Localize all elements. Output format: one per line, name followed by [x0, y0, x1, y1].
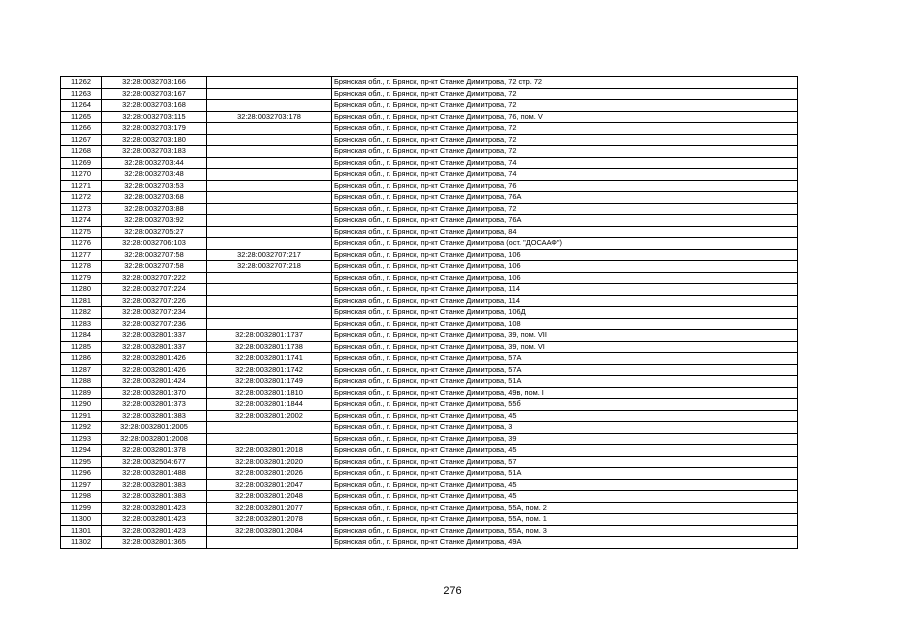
object-cadastral-number-cell: 32:28:0032801:2084: [207, 525, 332, 537]
row-number-cell: 11302: [61, 537, 102, 549]
row-number-cell: 11300: [61, 514, 102, 526]
object-cadastral-number-cell: 32:28:0032707:217: [207, 249, 332, 261]
address-cell: Брянская обл., г. Брянск, пр-кт Станке Димитрова, 45: [332, 410, 798, 422]
object-cadastral-number-cell: [207, 123, 332, 135]
table-row: [61, 456, 798, 468]
row-number-cell: 11264: [61, 100, 102, 112]
row-number-cell: 11281: [61, 295, 102, 307]
row-number-cell: 11272: [61, 192, 102, 204]
object-cadastral-number-cell: [207, 77, 332, 89]
table-row: [61, 295, 798, 307]
page-number: 276: [443, 585, 462, 597]
cadastral-number-cell: 32:28:0032801:373: [102, 399, 207, 411]
address-cell: Брянская обл., г. Брянск, пр-кт Станке Димитрова, 106Д: [332, 307, 798, 319]
object-cadastral-number-cell: 32:28:0032801:2018: [207, 445, 332, 457]
object-cadastral-number-cell: 32:28:0032801:2002: [207, 410, 332, 422]
address-cell: Брянская обл., г. Брянск, пр-кт Станке Димитрова, 39, пом. VI: [332, 341, 798, 353]
row-number-cell: 11287: [61, 364, 102, 376]
cadastral-number-cell: 32:28:0032703:183: [102, 146, 207, 158]
address-cell: Брянская обл., г. Брянск, пр-кт Станке Димитрова, 76: [332, 180, 798, 192]
table-row: [61, 203, 798, 215]
object-cadastral-number-cell: [207, 203, 332, 215]
cadastral-number-cell: 32:28:0032706:103: [102, 238, 207, 250]
address-cell: Брянская обл., г. Брянск, пр-кт Станке Димитрова, 45: [332, 479, 798, 491]
table-row: [61, 353, 798, 365]
cadastral-number-cell: 32:28:0032801:423: [102, 502, 207, 514]
address-cell: Брянская обл., г. Брянск, пр-кт Станке Димитрова, 84: [332, 226, 798, 238]
cadastral-number-cell: 32:28:0032707:224: [102, 284, 207, 296]
address-cell: Брянская обл., г. Брянск, пр-кт Станке Димитрова, 55б: [332, 399, 798, 411]
registry-table-body: [61, 77, 798, 549]
address-cell: Брянская обл., г. Брянск, пр-кт Станке Димитрова, 72: [332, 134, 798, 146]
object-cadastral-number-cell: 32:28:0032801:1737: [207, 330, 332, 342]
table-row: [61, 502, 798, 514]
cadastral-number-cell: 32:28:0032703:166: [102, 77, 207, 89]
object-cadastral-number-cell: [207, 169, 332, 181]
table-row: [61, 261, 798, 273]
address-cell: Брянская обл., г. Брянск, пр-кт Станке Димитрова, 74: [332, 169, 798, 181]
cadastral-number-cell: 32:28:0032703:92: [102, 215, 207, 227]
object-cadastral-number-cell: 32:28:0032801:1810: [207, 387, 332, 399]
address-cell: Брянская обл., г. Брянск, пр-кт Станке Димитрова, 49в, пом. I: [332, 387, 798, 399]
cadastral-number-cell: 32:28:0032801:426: [102, 353, 207, 365]
address-cell: Брянская обл., г. Брянск, пр-кт Станке Димитрова (ост. "ДОСААФ"): [332, 238, 798, 250]
cadastral-number-cell: 32:28:0032707:226: [102, 295, 207, 307]
address-cell: Брянская обл., г. Брянск, пр-кт Станке Димитрова, 74: [332, 157, 798, 169]
address-cell: Брянская обл., г. Брянск, пр-кт Станке Димитрова, 55А, пом. 1: [332, 514, 798, 526]
address-cell: Брянская обл., г. Брянск, пр-кт Станке Димитрова, 106: [332, 261, 798, 273]
object-cadastral-number-cell: [207, 284, 332, 296]
row-number-cell: 11294: [61, 445, 102, 457]
cadastral-number-cell: 32:28:0032703:68: [102, 192, 207, 204]
row-number-cell: 11269: [61, 157, 102, 169]
object-cadastral-number-cell: 32:28:0032707:218: [207, 261, 332, 273]
table-row: [61, 77, 798, 89]
cadastral-number-cell: 32:28:0032801:424: [102, 376, 207, 388]
cadastral-number-cell: 32:28:0032801:423: [102, 525, 207, 537]
address-cell: Брянская обл., г. Брянск, пр-кт Станке Димитрова, 106: [332, 249, 798, 261]
cadastral-number-cell: 32:28:0032801:426: [102, 364, 207, 376]
address-cell: Брянская обл., г. Брянск, пр-кт Станке Димитрова, 39: [332, 433, 798, 445]
cadastral-number-cell: 32:28:0032801:378: [102, 445, 207, 457]
cadastral-number-cell: 32:28:0032801:383: [102, 479, 207, 491]
address-cell: Брянская обл., г. Брянск, пр-кт Станке Димитрова, 72: [332, 146, 798, 158]
table-row: [61, 537, 798, 549]
table-row: [61, 410, 798, 422]
cadastral-number-cell: 32:28:0032801:383: [102, 410, 207, 422]
table-row: [61, 422, 798, 434]
cadastral-number-cell: 32:28:0032707:58: [102, 261, 207, 273]
cadastral-number-cell: 32:28:0032703:168: [102, 100, 207, 112]
row-number-cell: 11267: [61, 134, 102, 146]
object-cadastral-number-cell: [207, 295, 332, 307]
table-row: [61, 111, 798, 123]
cadastral-number-cell: 32:28:0032801:2008: [102, 433, 207, 445]
address-cell: Брянская обл., г. Брянск, пр-кт Станке Димитрова, 72: [332, 123, 798, 135]
table-row: [61, 215, 798, 227]
object-cadastral-number-cell: [207, 226, 332, 238]
object-cadastral-number-cell: 32:28:0032801:2020: [207, 456, 332, 468]
row-number-cell: 11298: [61, 491, 102, 503]
cadastral-number-cell: 32:28:0032703:44: [102, 157, 207, 169]
cadastral-number-cell: 32:28:0032801:365: [102, 537, 207, 549]
table-row: [61, 180, 798, 192]
row-number-cell: 11293: [61, 433, 102, 445]
object-cadastral-number-cell: 32:28:0032801:2047: [207, 479, 332, 491]
cadastral-number-cell: 32:28:0032703:167: [102, 88, 207, 100]
row-number-cell: 11286: [61, 353, 102, 365]
table-row: [61, 169, 798, 181]
row-number-cell: 11276: [61, 238, 102, 250]
row-number-cell: 11279: [61, 272, 102, 284]
address-cell: Брянская обл., г. Брянск, пр-кт Станке Димитрова, 72 стр. 72: [332, 77, 798, 89]
table-row: [61, 226, 798, 238]
object-cadastral-number-cell: [207, 318, 332, 330]
table-row: [61, 157, 798, 169]
object-cadastral-number-cell: [207, 157, 332, 169]
table-row: [61, 146, 798, 158]
row-number-cell: 11296: [61, 468, 102, 480]
object-cadastral-number-cell: 32:28:0032801:1844: [207, 399, 332, 411]
registry-table: [60, 76, 798, 549]
table-row: [61, 468, 798, 480]
address-cell: Брянская обл., г. Брянск, пр-кт Станке Димитрова, 76А: [332, 192, 798, 204]
cadastral-number-cell: 32:28:0032703:48: [102, 169, 207, 181]
address-cell: Брянская обл., г. Брянск, пр-кт Станке Димитрова, 39, пом. VII: [332, 330, 798, 342]
cadastral-number-cell: 32:28:0032703:180: [102, 134, 207, 146]
object-cadastral-number-cell: 32:28:0032703:178: [207, 111, 332, 123]
object-cadastral-number-cell: 32:28:0032801:1749: [207, 376, 332, 388]
address-cell: Брянская обл., г. Брянск, пр-кт Станке Димитрова, 108: [332, 318, 798, 330]
object-cadastral-number-cell: [207, 433, 332, 445]
row-number-cell: 11299: [61, 502, 102, 514]
row-number-cell: 11297: [61, 479, 102, 491]
object-cadastral-number-cell: [207, 272, 332, 284]
address-cell: Брянская обл., г. Брянск, пр-кт Станке Димитрова, 3: [332, 422, 798, 434]
row-number-cell: 11274: [61, 215, 102, 227]
object-cadastral-number-cell: 32:28:0032801:2026: [207, 468, 332, 480]
cadastral-number-cell: 32:28:0032801:423: [102, 514, 207, 526]
object-cadastral-number-cell: 32:28:0032801:1741: [207, 353, 332, 365]
row-number-cell: 11278: [61, 261, 102, 273]
address-cell: Брянская обл., г. Брянск, пр-кт Станке Димитрова, 49А: [332, 537, 798, 549]
row-number-cell: 11266: [61, 123, 102, 135]
address-cell: Брянская обл., г. Брянск, пр-кт Станке Димитрова, 76А: [332, 215, 798, 227]
address-cell: Брянская обл., г. Брянск, пр-кт Станке Димитрова, 72: [332, 88, 798, 100]
table-row: [61, 514, 798, 526]
address-cell: Брянская обл., г. Брянск, пр-кт Станке Димитрова, 72: [332, 100, 798, 112]
table-row: [61, 364, 798, 376]
object-cadastral-number-cell: 32:28:0032801:1738: [207, 341, 332, 353]
table-row: [61, 525, 798, 537]
object-cadastral-number-cell: [207, 88, 332, 100]
row-number-cell: 11292: [61, 422, 102, 434]
table-row: [61, 341, 798, 353]
object-cadastral-number-cell: 32:28:0032801:2078: [207, 514, 332, 526]
row-number-cell: 11289: [61, 387, 102, 399]
row-number-cell: 11273: [61, 203, 102, 215]
cadastral-number-cell: 32:28:0032707:236: [102, 318, 207, 330]
address-cell: Брянская обл., г. Брянск, пр-кт Станке Димитрова, 55А, пом. 2: [332, 502, 798, 514]
address-cell: Брянская обл., г. Брянск, пр-кт Станке Димитрова, 51А: [332, 376, 798, 388]
row-number-cell: 11263: [61, 88, 102, 100]
address-cell: Брянская обл., г. Брянск, пр-кт Станке Димитрова, 51А: [332, 468, 798, 480]
row-number-cell: 11282: [61, 307, 102, 319]
row-number-cell: 11291: [61, 410, 102, 422]
table-row: [61, 284, 798, 296]
address-cell: Брянская обл., г. Брянск, пр-кт Станке Димитрова, 114: [332, 284, 798, 296]
table-row: [61, 272, 798, 284]
row-number-cell: 11301: [61, 525, 102, 537]
address-cell: Брянская обл., г. Брянск, пр-кт Станке Димитрова, 114: [332, 295, 798, 307]
cadastral-number-cell: 32:28:0032504:677: [102, 456, 207, 468]
table-row: [61, 479, 798, 491]
table-row: [61, 307, 798, 319]
row-number-cell: 11271: [61, 180, 102, 192]
row-number-cell: 11283: [61, 318, 102, 330]
object-cadastral-number-cell: 32:28:0032801:2048: [207, 491, 332, 503]
object-cadastral-number-cell: [207, 537, 332, 549]
row-number-cell: 11270: [61, 169, 102, 181]
table-row: [61, 123, 798, 135]
row-number-cell: 11285: [61, 341, 102, 353]
table-row: [61, 100, 798, 112]
address-cell: Брянская обл., г. Брянск, пр-кт Станке Димитрова, 57А: [332, 353, 798, 365]
table-row: [61, 134, 798, 146]
table-row: [61, 192, 798, 204]
cadastral-number-cell: 32:28:0032801:337: [102, 330, 207, 342]
cadastral-number-cell: 32:28:0032707:234: [102, 307, 207, 319]
row-number-cell: 11288: [61, 376, 102, 388]
object-cadastral-number-cell: [207, 238, 332, 250]
address-cell: Брянская обл., г. Брянск, пр-кт Станке Димитрова, 76, пом. V: [332, 111, 798, 123]
table-row: [61, 88, 798, 100]
object-cadastral-number-cell: [207, 180, 332, 192]
row-number-cell: 11275: [61, 226, 102, 238]
table-row: [61, 387, 798, 399]
table-row: [61, 433, 798, 445]
row-number-cell: 11295: [61, 456, 102, 468]
table-row: [61, 330, 798, 342]
address-cell: Брянская обл., г. Брянск, пр-кт Станке Димитрова, 57А: [332, 364, 798, 376]
object-cadastral-number-cell: [207, 192, 332, 204]
row-number-cell: 11262: [61, 77, 102, 89]
row-number-cell: 11265: [61, 111, 102, 123]
address-cell: Брянская обл., г. Брянск, пр-кт Станке Димитрова, 72: [332, 203, 798, 215]
object-cadastral-number-cell: [207, 146, 332, 158]
row-number-cell: 11268: [61, 146, 102, 158]
object-cadastral-number-cell: 32:28:0032801:1742: [207, 364, 332, 376]
cadastral-number-cell: 32:28:0032703:53: [102, 180, 207, 192]
table-row: [61, 238, 798, 250]
address-cell: Брянская обл., г. Брянск, пр-кт Станке Димитрова, 57: [332, 456, 798, 468]
cadastral-number-cell: 32:28:0032801:383: [102, 491, 207, 503]
object-cadastral-number-cell: 32:28:0032801:2077: [207, 502, 332, 514]
table-row: [61, 376, 798, 388]
cadastral-number-cell: 32:28:0032703:115: [102, 111, 207, 123]
address-cell: Брянская обл., г. Брянск, пр-кт Станке Димитрова, 45: [332, 445, 798, 457]
cadastral-number-cell: 32:28:0032801:488: [102, 468, 207, 480]
address-cell: Брянская обл., г. Брянск, пр-кт Станке Димитрова, 45: [332, 491, 798, 503]
object-cadastral-number-cell: [207, 307, 332, 319]
table-row: [61, 249, 798, 261]
address-cell: Брянская обл., г. Брянск, пр-кт Станке Димитрова, 55А, пом. 3: [332, 525, 798, 537]
cadastral-number-cell: 32:28:0032801:2005: [102, 422, 207, 434]
cadastral-number-cell: 32:28:0032703:88: [102, 203, 207, 215]
cadastral-number-cell: 32:28:0032707:58: [102, 249, 207, 261]
object-cadastral-number-cell: [207, 422, 332, 434]
row-number-cell: 11284: [61, 330, 102, 342]
cadastral-number-cell: 32:28:0032801:337: [102, 341, 207, 353]
address-cell: Брянская обл., г. Брянск, пр-кт Станке Димитрова, 106: [332, 272, 798, 284]
row-number-cell: 11280: [61, 284, 102, 296]
object-cadastral-number-cell: [207, 215, 332, 227]
cadastral-number-cell: 32:28:0032703:179: [102, 123, 207, 135]
object-cadastral-number-cell: [207, 134, 332, 146]
cadastral-number-cell: 32:28:0032705:27: [102, 226, 207, 238]
table-row: [61, 399, 798, 411]
cadastral-number-cell: 32:28:0032707:222: [102, 272, 207, 284]
table-row: [61, 491, 798, 503]
cadastral-number-cell: 32:28:0032801:370: [102, 387, 207, 399]
row-number-cell: 11277: [61, 249, 102, 261]
row-number-cell: 11290: [61, 399, 102, 411]
table-row: [61, 318, 798, 330]
object-cadastral-number-cell: [207, 100, 332, 112]
table-row: [61, 445, 798, 457]
